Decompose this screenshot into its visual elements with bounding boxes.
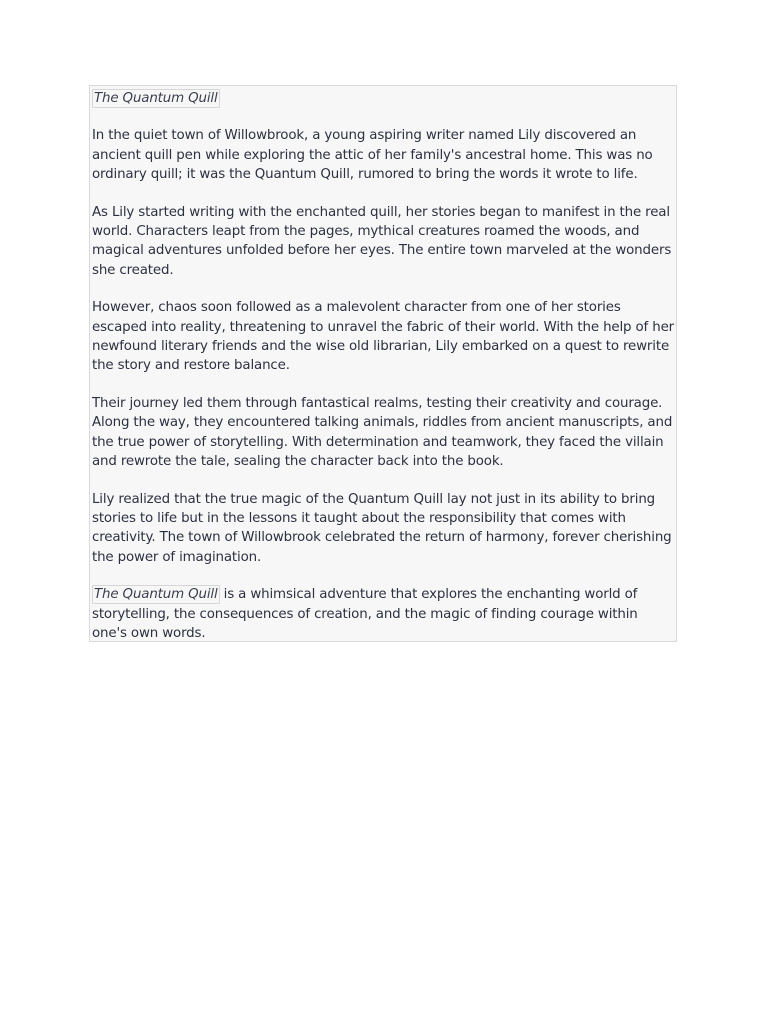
story-text-box: [89, 85, 677, 642]
paragraph-5: Lily realized that the true magic of the Quantum Quill lay not just in its ability to bring stories to life but in the lessons it taught about the responsibility that comes with creativity. The town of Willowbrook celebrated the return of harmony, forever cherishing the power of imagination.: [92, 491, 672, 565]
paragraph-1: In the quiet town of Willowbrook, a young aspiring writer named Lily discovered an ancient quill pen while exploring the attic of her family's ancestral home. This was no ordinary quill; it was the Quantum Quill, rumored to bring the words it wrote to life.: [92, 128, 653, 183]
story-title: The Quantum Quill: [94, 91, 218, 106]
closing-title-reference: The Quantum Quill: [94, 587, 218, 603]
story-title-line: [92, 89, 674, 108]
paragraph-2: As Lily started writing with the enchanted quill, her stories began to manifest in the real world. Characters leapt from the pages, mythical creatures roamed the woods, and magical adventures unfolded before her eyes. The entire town marveled at the wonders she created.: [92, 204, 672, 278]
closing-text: is a whimsical adventure that explores the enchanting world of storytelling, the consequences of creation, and the magic of finding courage within one's own words.: [92, 587, 638, 641]
paragraph-3: However, chaos soon followed as a malevolent character from one of her stories escaped into reality, threatening to unravel the fabric of their world. With the help of her newfound literary friends and the wise old librarian, Lily embarked on a quest to rewrite the story and restore balance.: [92, 300, 675, 374]
paragraph-4: Their journey led them through fantastical realms, testing their creativity and courage. Along the way, they encountered talking animals, riddles from ancient manuscripts, and the true power of storytelling. With determination and teamwork, they faced the villain and rewrote the tale, sealing the character back into the book.: [92, 395, 673, 470]
closing-paragraph: [92, 585, 674, 642]
